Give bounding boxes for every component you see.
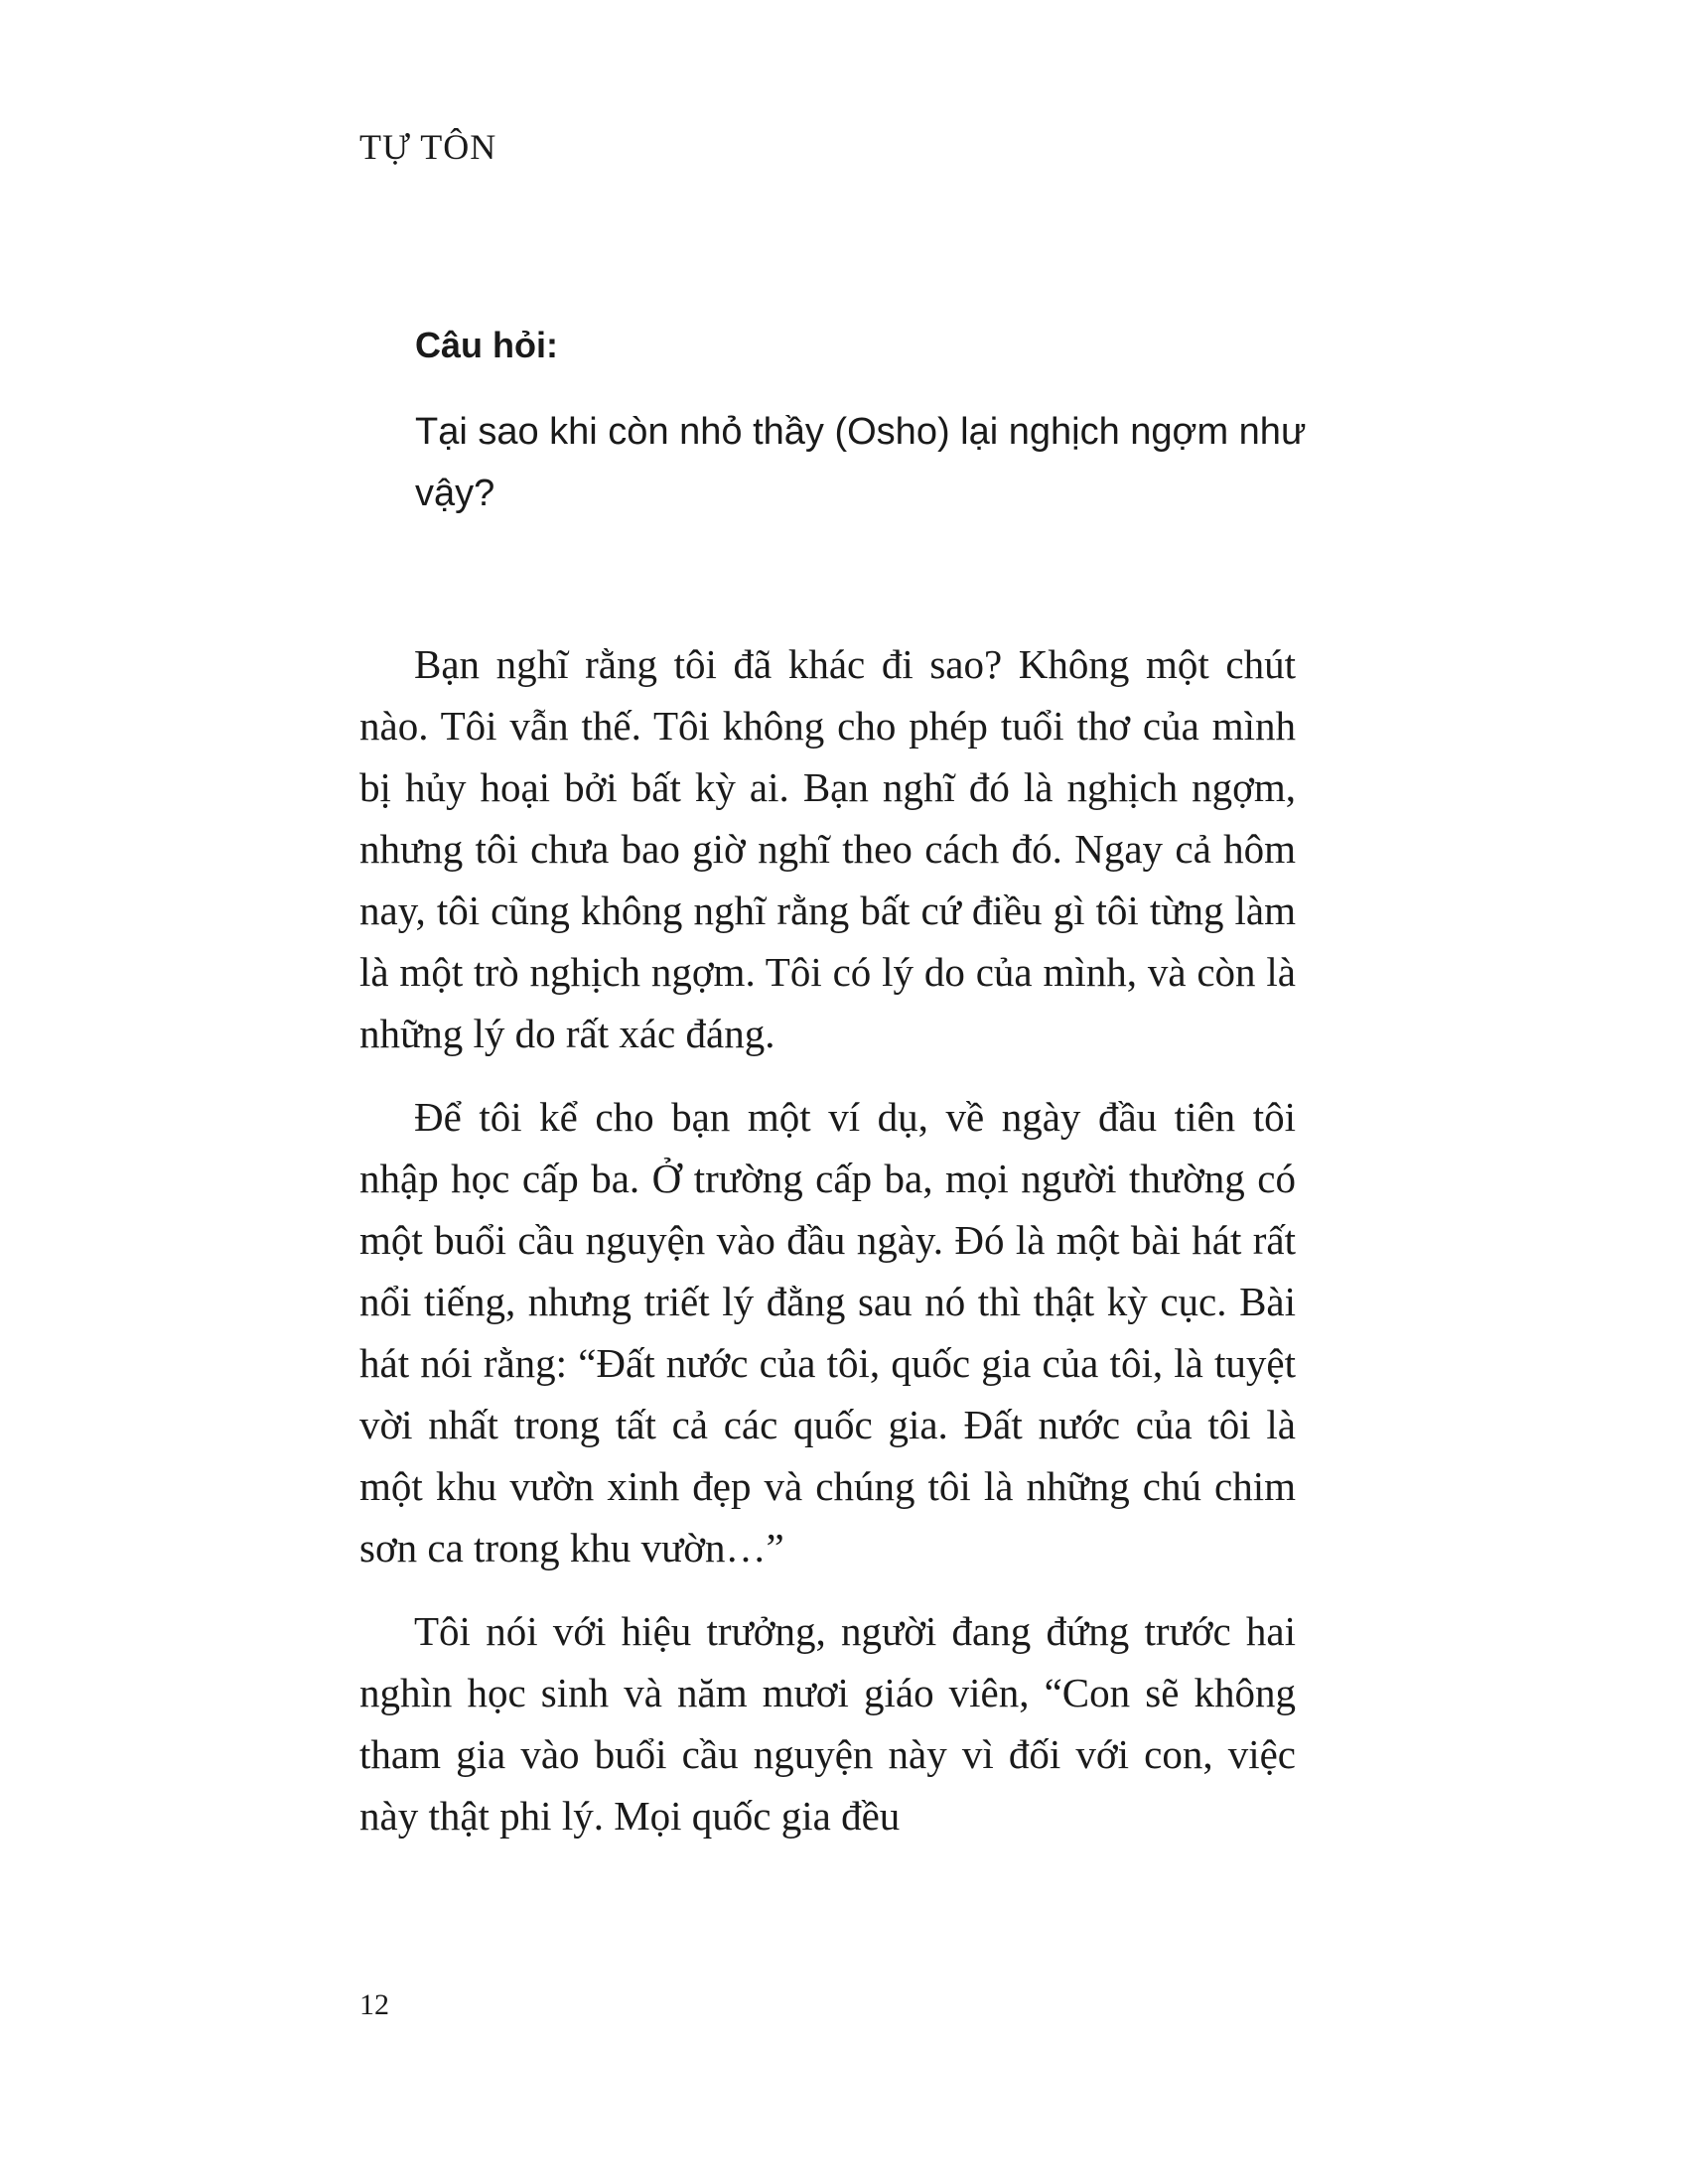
body-paragraph-3: Tôi nói với hiệu trưởng, người đang đứng trước hai nghìn học sinh và năm mươi giáo viên, “Con sẽ không tham gia vào buổi cầu nguyện này vì đối với con, việc này thật phi lý. Mọi quốc gia đều <box>359 1608 1296 1839</box>
question-block <box>415 325 1309 524</box>
body-paragraph-1: Bạn nghĩ rằng tôi đã khác đi sao? Không một chút nào. Tôi vẫn thế. Tôi không cho phép tuổi thơ của mình bị hủy hoại bởi bất kỳ ai. Bạn nghĩ đó là nghịch ngợm, nhưng tôi chưa bao giờ nghĩ theo cách đó. Ngay cả hôm nay, tôi cũng không nghĩ rằng bất cứ điều gì tôi từng làm là một trò nghịch ngợm. Tôi có lý do của mình, và còn là những lý do rất xác đáng. <box>359 641 1296 1056</box>
question-label: Câu hỏi: <box>415 325 558 365</box>
question-text: Tại sao khi còn nhỏ thầy (Osho) lại nghịch ngợm như vậy? <box>415 411 1307 514</box>
body-text <box>359 633 1296 1868</box>
body-paragraph-2: Để tôi kể cho bạn một ví dụ, về ngày đầu tiên tôi nhập học cấp ba. Ở trường cấp ba, mọi người thường có một buổi cầu nguyện vào đầu ngày. Đó là một bài hát rất nổi tiếng, nhưng triết lý đằng sau nó thì thật kỳ cục. Bài hát nói rằng: “Đất nước của tôi, quốc gia của tôi, là tuyệt vời nhất trong tất cả các quốc gia. Đất nước của tôi là một khu vườn xinh đẹp và chúng tôi là những chú chim sơn ca trong khu vườn…” <box>359 1094 1296 1570</box>
page-number: 12 <box>359 1988 389 2021</box>
running-header-title: TỰ TÔN <box>359 127 497 167</box>
